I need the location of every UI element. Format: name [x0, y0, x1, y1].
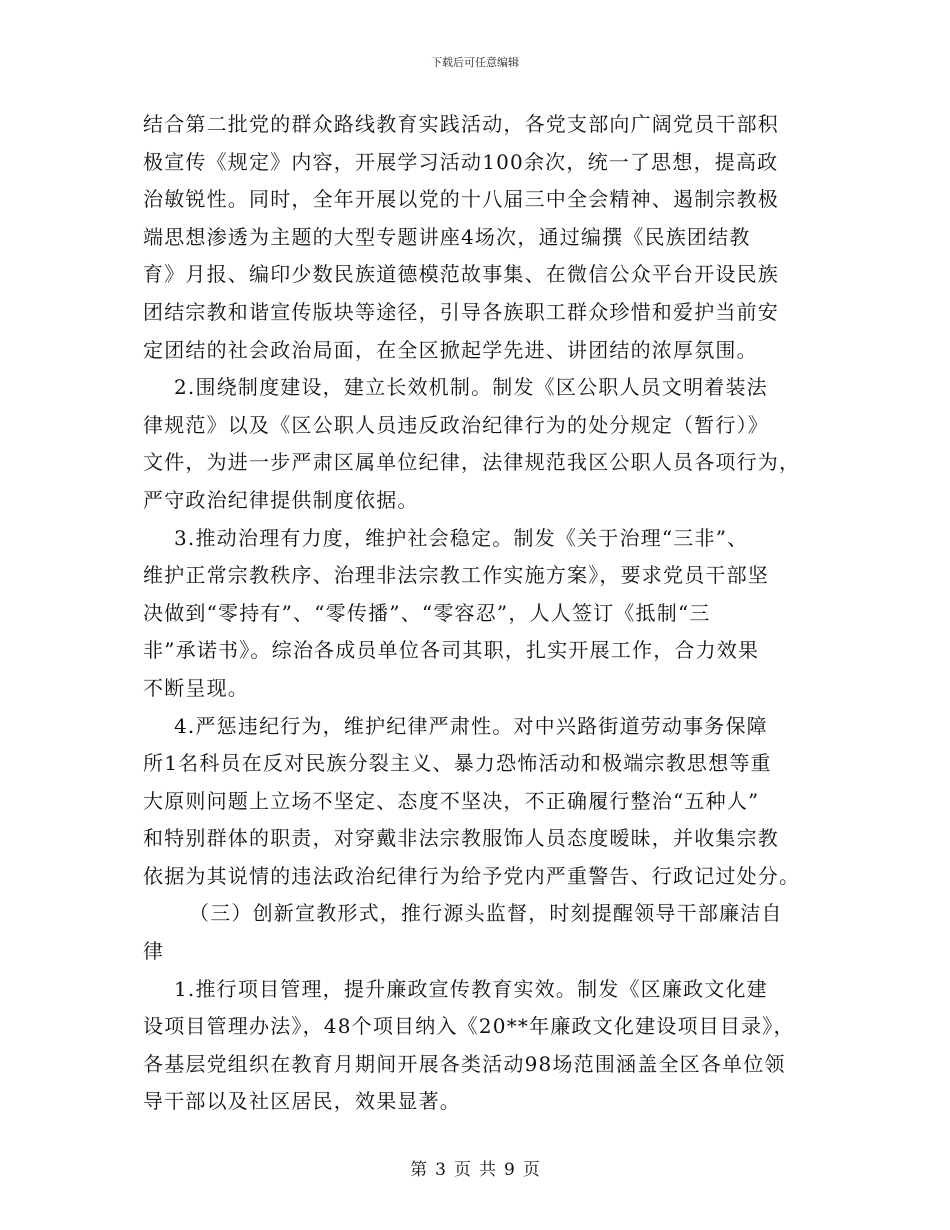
body-line: 所1名科员在反对民族分裂主义、暴力恐怖活动和极端宗教思想等重: [143, 751, 772, 776]
body-line: 决做到“零持有”、“零传播”、“零容忍”，人人签订《抵制“三: [143, 600, 711, 625]
paragraph-2-start: 2.围绕制度建设，建立长效机制。制发《区公职人员文明着装法: [174, 375, 768, 400]
body-line: 不断呈现。: [143, 675, 249, 700]
paragraph-4-start: 4.严惩违纪行为，维护纪律严肃性。对中兴路街道劳动事务保障: [174, 713, 768, 738]
body-line: 非”承诺书》。综治各成员单位各司其职，扎实开展工作，合力效果: [143, 638, 760, 663]
paragraph-3-start: 3.推动治理有力度，维护社会稳定。制发《关于治理“三非”、: [174, 525, 749, 550]
body-line: 各基层党组织在教育月期间开展各类活动98场范围涵盖全区各单位领: [143, 1051, 786, 1076]
body-line: 治敏锐性。同时，全年开展以党的十八届三中全会精神、遏制宗教极: [143, 187, 779, 212]
page-label-suffix: 页: [522, 1160, 540, 1180]
body-line: 维护正常宗教秩序、治理非法宗教工作实施方案》，要求党员干部坚: [143, 563, 769, 588]
page-label-mid: 页: [454, 1160, 471, 1180]
body-line: 和特别群体的职责，对穿戴非法宗教服饰人员态度暧昧，并收集宗教: [143, 826, 779, 851]
section-heading-continued: 律: [143, 939, 165, 964]
body-line: 严守政治纪律提供制度依据。: [143, 487, 419, 512]
total-label-prefix: 共: [479, 1160, 496, 1180]
page-footer: [0, 1155, 950, 1180]
body-line: 极宣传《规定》内容，开展学习活动100余次，统一了思想，提高政: [143, 149, 779, 174]
current-page-number: 3: [435, 1160, 446, 1180]
paragraph-item-1-start: 1.推行项目管理，提升廉政宣传教育实效。制发《区廉政文化建: [174, 976, 768, 1001]
body-line: 律规范》以及《区公职人员违反政治纪律行为的处分规定（暂行）》: [143, 412, 769, 437]
body-line: 文件，为进一步严肃区属单位纪律，法律规范我区公职人员各项行为，: [143, 450, 801, 475]
total-pages-number: 9: [504, 1160, 515, 1180]
body-line: 结合第二批党的群众路线教育实践活动，各党支部向广阔党员干部积: [143, 112, 779, 136]
section-heading: （三）创新宣教形式，推行源头监督，时刻提醒领导干部廉洁自: [189, 901, 783, 926]
body-line: 依据为其说情的违法政治纪律行为给予党内严重警告、行政记过处分。: [143, 863, 801, 888]
body-line: 大原则问题上立场不坚定、态度不坚决，不正确履行整治“五种人”: [143, 788, 760, 813]
body-line: 育》月报、编印少数民族道德模范故事集、在微信公众平台开设民族: [143, 262, 779, 287]
body-line: 定团结的社会政治局面，在全区掀起学先进、讲团结的浓厚氛围。: [143, 337, 758, 362]
page-header-note: 下载后可任意编辑: [431, 56, 519, 69]
page-label-prefix: 第: [410, 1160, 428, 1180]
document-body: [143, 106, 808, 1121]
body-line: 导干部以及社区居民，效果显著。: [143, 1089, 461, 1114]
body-line: 端思想渗透为主题的大型专题讲座4场次，通过编撰《民族团结教: [143, 224, 751, 249]
body-line: 团结宗教和谐宣传版块等途径，引导各族职工群众珍惜和爱护当前安: [143, 299, 779, 324]
body-line: 设项目管理办法》，48个项目纳入《20**年廉政文化建设项目目录》，: [143, 1014, 795, 1039]
